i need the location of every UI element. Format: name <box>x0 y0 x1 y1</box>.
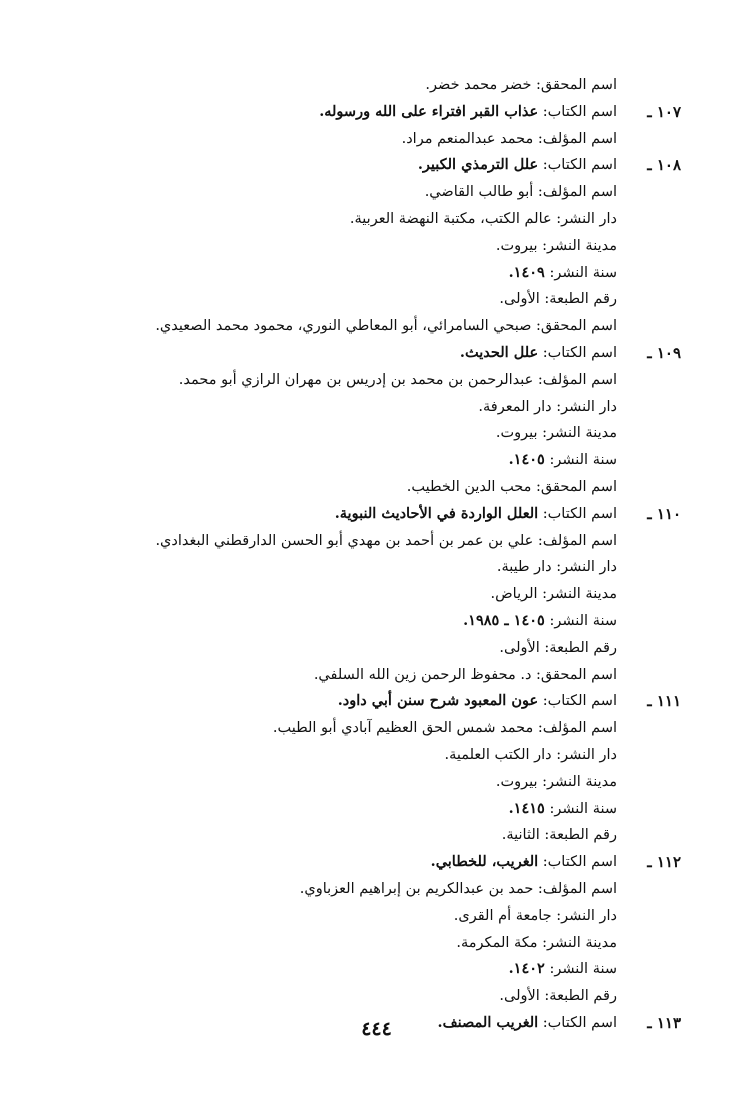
field-label: رقم الطبعة: <box>544 988 617 1005</box>
entry-number: ١١١ ـ <box>647 692 681 711</box>
field-label: سنة النشر: <box>549 961 617 978</box>
entry-title-line <box>0 340 753 367</box>
field-text <box>491 581 617 608</box>
entry-field-line <box>0 983 753 1010</box>
entry-number: ١١٠ ـ <box>647 504 681 523</box>
field-label: مدينة النشر: <box>542 934 617 951</box>
field-text <box>273 715 617 742</box>
field-label: دار النشر: <box>556 210 617 227</box>
entry-field-line <box>0 876 753 903</box>
entry-field-line <box>0 581 753 608</box>
field-value: الثانية. <box>501 827 540 844</box>
field-text <box>509 796 617 823</box>
field-label: اسم المؤلف: <box>537 532 617 549</box>
field-value: عالم الكتب، مكتبة النهضة العربية. <box>349 210 552 227</box>
field-text <box>155 528 617 555</box>
field-label: اسم المؤلف: <box>537 130 617 147</box>
field-label: اسم الكتاب: <box>542 103 617 120</box>
field-label: اسم المحقق: <box>536 318 617 335</box>
entry-title-line <box>0 501 753 528</box>
entry-field-line <box>0 474 753 501</box>
field-text <box>499 286 617 313</box>
entry-field-line <box>0 394 753 421</box>
field-value: بيروت. <box>495 773 538 790</box>
entry-number: ١١٢ ـ <box>647 853 681 872</box>
field-text <box>300 876 617 903</box>
field-text <box>155 313 617 340</box>
field-label: اسم الكتاب: <box>542 693 617 710</box>
field-label: اسم المحقق: <box>536 666 617 683</box>
field-label: مدينة النشر: <box>542 586 617 603</box>
field-value: ١٤٠٥ ـ ١٩٨٥. <box>463 611 545 629</box>
entry-field-line <box>0 715 753 742</box>
entry-field-line <box>0 903 753 930</box>
field-value: علل الترمذي الكبير. <box>417 156 539 174</box>
field-text <box>509 956 617 983</box>
field-label: اسم الكتاب: <box>542 344 617 361</box>
entry-field-line <box>0 420 753 447</box>
field-label: اسم المؤلف: <box>537 880 617 897</box>
field-text <box>478 394 617 421</box>
field-text <box>350 206 617 233</box>
field-value: الأولى. <box>499 291 540 308</box>
field-value: مكة المكرمة. <box>456 934 538 951</box>
entry-field-line <box>0 956 753 983</box>
field-value: دار الكتب العلمية. <box>444 746 552 763</box>
entry-number: ١٠٨ ـ <box>647 156 681 175</box>
entry-field-line <box>0 822 753 849</box>
field-label: رقم الطبعة: <box>544 291 617 308</box>
field-value: العلل الواردة في الأحاديث النبوية. <box>334 504 539 522</box>
field-value: خضر محمد خضر. <box>425 77 532 93</box>
field-text <box>418 152 617 179</box>
field-text <box>463 608 617 635</box>
field-label: دار النشر: <box>556 559 617 576</box>
entry-number: ١٠٧ ـ <box>647 102 681 121</box>
field-text <box>497 554 617 581</box>
field-label: سنة النشر: <box>549 452 617 469</box>
entry-field-line <box>0 206 753 233</box>
field-value: محمد شمس الحق العظيم آبادي أبو الطيب. <box>272 720 534 737</box>
field-value: ١٤١٥. <box>508 799 545 817</box>
entry-title-line <box>0 849 753 876</box>
field-label: دار النشر: <box>556 398 617 415</box>
field-label: اسم المؤلف: <box>537 720 617 737</box>
field-value: بيروت. <box>495 425 538 442</box>
field-text <box>499 635 617 662</box>
field-value: أبو طالب القاضي. <box>424 184 534 201</box>
entry-field-line <box>0 796 753 823</box>
field-label: اسم المؤلف: <box>537 371 617 388</box>
field-text <box>179 367 617 394</box>
field-value: ١٤٠٩. <box>508 263 545 281</box>
field-text <box>496 233 617 260</box>
entry-title-line <box>0 152 753 179</box>
entry-field-line <box>0 286 753 313</box>
field-text <box>319 99 617 126</box>
field-text <box>456 930 617 957</box>
entry-field-line <box>0 742 753 769</box>
field-text <box>431 849 617 876</box>
field-value: الغريب المصنف. <box>437 1013 539 1031</box>
field-label: دار النشر: <box>556 907 617 924</box>
entry-field-line <box>0 662 753 689</box>
field-value: الأولى. <box>499 988 540 1005</box>
field-label: مدينة النشر: <box>542 425 617 442</box>
entry-field-line <box>0 635 753 662</box>
field-label: مدينة النشر: <box>542 237 617 254</box>
entry-number: ١٠٩ ـ <box>647 343 681 362</box>
field-label: رقم الطبعة: <box>544 827 617 844</box>
field-value: دار المعرفة. <box>478 398 552 415</box>
entry-field-line <box>0 179 753 206</box>
entry-field-line <box>0 447 753 474</box>
field-text <box>402 126 617 153</box>
field-label: اسم المحقق: <box>536 77 617 93</box>
field-text <box>444 742 617 769</box>
field-label: سنة النشر: <box>549 612 617 629</box>
field-text <box>496 420 617 447</box>
field-value: ١٤٠٥. <box>508 451 545 469</box>
field-label: اسم الكتاب: <box>542 1014 617 1031</box>
field-value: علي بن عمر بن أحمد بن مهدي أبو الحسن الدارقطني البغدادي. <box>155 532 534 549</box>
entry-field-line <box>0 126 753 153</box>
entry-title-line <box>0 688 753 715</box>
entry-field-line <box>0 233 753 260</box>
entry-field-line <box>0 260 753 287</box>
entry-field-line <box>0 930 753 957</box>
field-value: صبحي السامرائي، أبو المعاطي النوري، محمود محمد الصعيدي. <box>155 318 532 335</box>
entry-field-line <box>0 769 753 796</box>
field-label: اسم المؤلف: <box>537 184 617 201</box>
field-label: اسم الكتاب: <box>542 854 617 871</box>
field-label: سنة النشر: <box>549 264 617 281</box>
field-text <box>407 474 617 501</box>
entry-title-line <box>0 99 753 126</box>
entry-number: ١١٣ ـ <box>647 1013 681 1032</box>
entry-list <box>0 72 753 1037</box>
field-value: دار طيبة. <box>496 559 552 576</box>
field-text <box>338 688 617 715</box>
entry-field-line <box>0 528 753 555</box>
entry-field-line <box>0 554 753 581</box>
field-value: ١٤٠٢. <box>508 960 545 978</box>
field-value: الرياض. <box>490 586 538 603</box>
field-text <box>496 769 617 796</box>
field-text <box>454 903 617 930</box>
field-value: محمد عبدالمنعم مراد. <box>401 130 534 147</box>
field-text <box>502 822 617 849</box>
field-value: عون المعبود شرح سنن أبي داود. <box>337 692 539 710</box>
entry-field-line <box>0 72 753 99</box>
field-value: د. محفوظ الرحمن زين الله السلفي. <box>313 666 532 683</box>
field-value: الغريب، للخطابي. <box>430 853 539 871</box>
field-text <box>425 179 617 206</box>
field-value: جامعة أم القرى. <box>453 907 552 924</box>
field-label: سنة النشر: <box>549 800 617 817</box>
field-value: عبدالرحمن بن محمد بن إدريس بن مهران الرازي أبو محمد. <box>178 371 534 388</box>
field-label: رقم الطبعة: <box>544 639 617 656</box>
field-label: مدينة النشر: <box>542 773 617 790</box>
field-value: بيروت. <box>495 237 538 254</box>
field-label: اسم المحقق: <box>536 478 617 495</box>
field-value: محب الدين الخطيب. <box>406 478 532 495</box>
field-text <box>509 260 617 287</box>
field-value: الأولى. <box>499 639 540 656</box>
field-label: اسم الكتاب: <box>542 505 617 522</box>
field-text <box>335 501 617 528</box>
page-number: ٤٤٤ <box>361 1018 392 1040</box>
field-text <box>425 72 617 99</box>
entry-field-line <box>0 608 753 635</box>
field-label: دار النشر: <box>556 746 617 763</box>
entry-field-line <box>0 313 753 340</box>
field-value: حمد بن عبدالكريم بن إبراهيم العزباوي. <box>299 880 534 897</box>
field-text <box>509 447 617 474</box>
field-value: عذاب القبر افتراء على الله ورسوله. <box>319 102 539 120</box>
field-value: علل الحديث. <box>459 343 539 361</box>
field-text <box>499 983 617 1010</box>
entry-field-line <box>0 367 753 394</box>
field-text <box>460 340 617 367</box>
field-text <box>314 662 617 689</box>
field-label: اسم الكتاب: <box>542 157 617 174</box>
